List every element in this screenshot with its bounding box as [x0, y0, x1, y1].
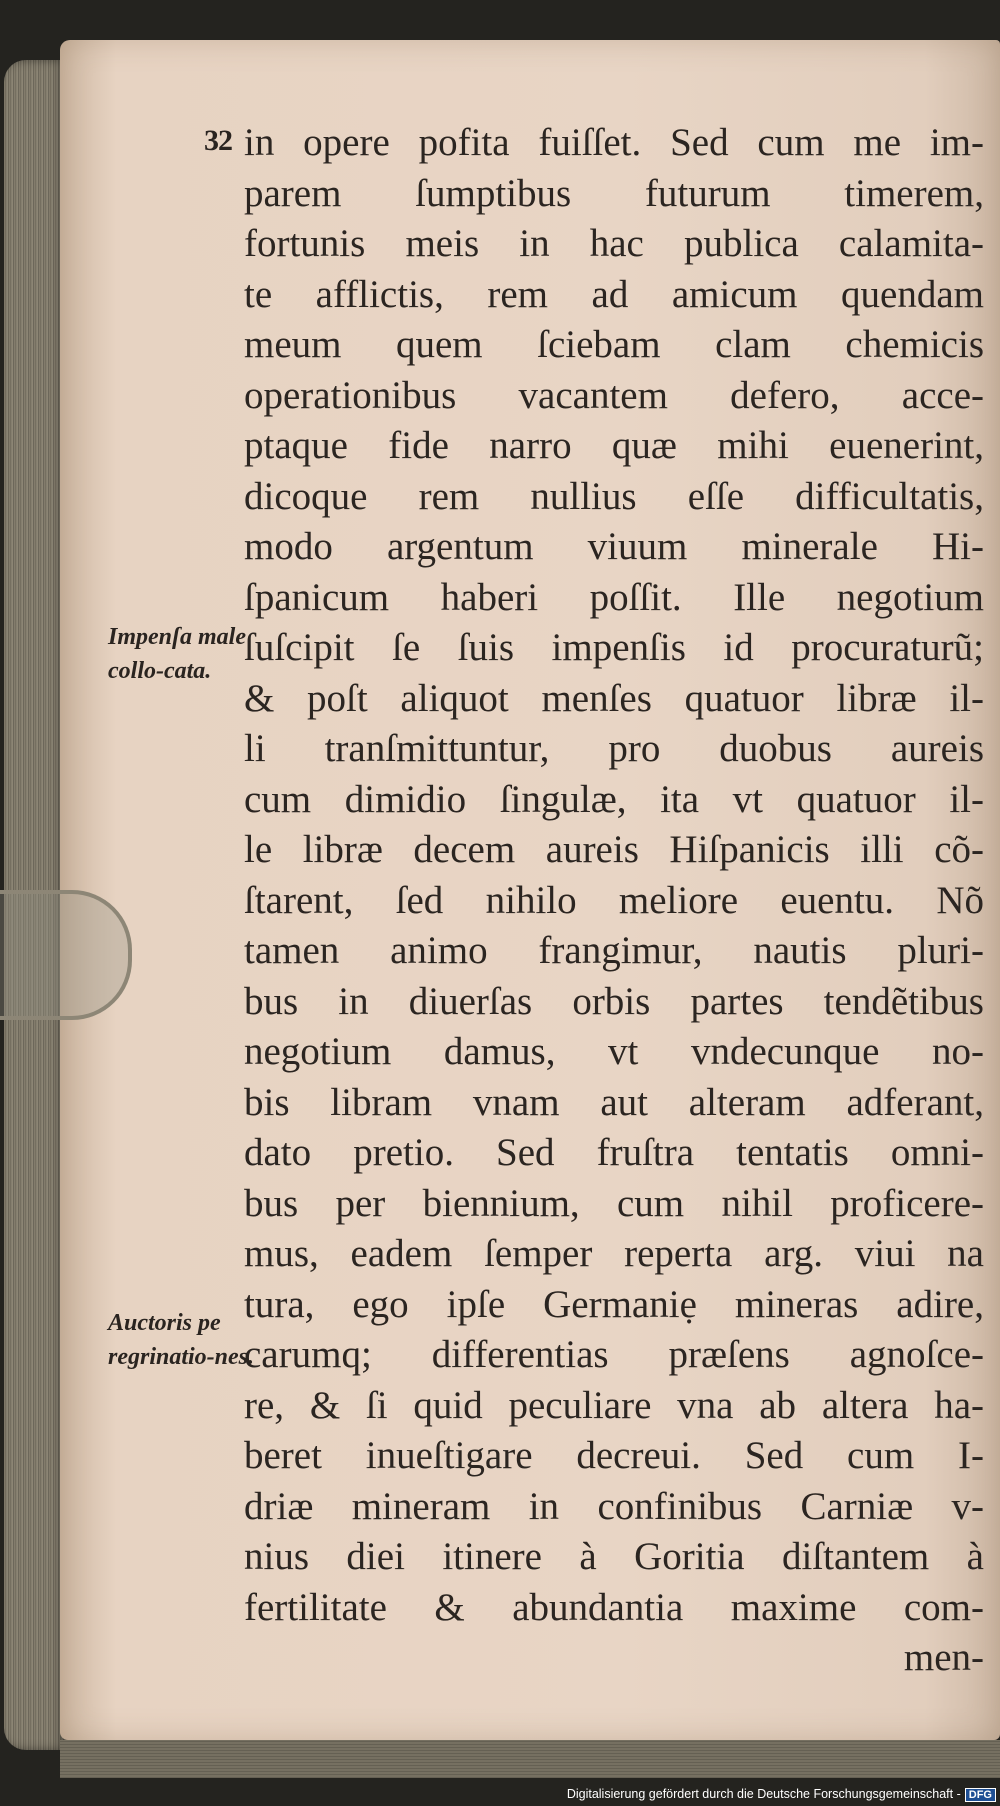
text-line: in opere pofita fuiſſet. Sed cum me im-	[244, 121, 984, 164]
text-line: meum quem ſciebam clam chemicis	[244, 323, 984, 366]
text-line: ſuſcipit ſe ſuis impenſis id procuraturũ;	[244, 626, 984, 669]
text-line: tamen animo frangimur, nautis pluri-	[244, 929, 984, 972]
text-line: bus in diuerſas orbis partes tendẽtibus	[244, 979, 984, 1023]
text-line: bis libram vnam aut alteram adferant,	[244, 1080, 984, 1124]
text-line: fortunis meis in hac publica calamita-	[244, 222, 984, 265]
text-line: cum dimidio ſingulæ, ita vt quatuor il-	[244, 777, 984, 821]
text-line: dicoque rem nullius eſſe difficultatis,	[244, 474, 984, 518]
text-line: li tranſmittuntur, pro duobus aureis	[244, 727, 984, 770]
dfg-logo: DFG	[965, 1788, 996, 1802]
text-line: te afflictis, rem ad amicum quendam	[244, 272, 984, 316]
margin-note-1: Impenſa male collo-cata.	[108, 624, 246, 684]
text-line: le libræ decem aureis Hiſpanicis illi cõ-	[244, 828, 984, 871]
text-line: operationibus vacantem defero, acce-	[244, 373, 984, 417]
text-line: modo argentum viuum minerale Hi-	[244, 525, 984, 568]
text-line: mus, eadem ſemper reperta arg. viui na	[244, 1232, 984, 1275]
bookmark-tab	[0, 890, 132, 1020]
text-line: nius diei itinere à Goritia diſtantem à	[244, 1535, 984, 1578]
text-line: dato pretio. Sed fruſtra tentatis omni-	[244, 1131, 984, 1174]
credit-text: Digitalisierung gefördert durch die Deutsche Forschungsgemeinschaft -	[566, 1787, 961, 1801]
text-line: beret inueſtigare decreui. Sed cum I-	[244, 1434, 984, 1477]
text-line: ſpanicum haberi poſſit. Ille negotium	[244, 575, 984, 619]
text-line: fertilitate & abundantia maxime com-	[244, 1585, 984, 1629]
text-line: negotium damus, vt vndecunque no-	[244, 1030, 984, 1073]
text-line: re, & ſi quid peculiare vna ab altera ha-	[244, 1383, 984, 1427]
book-bottom-edge	[60, 1740, 1000, 1778]
margin-note-2: Auctoris pe regrinatio-nes.	[108, 1310, 255, 1370]
text-line: ptaque fide narro quæ mihi euenerint,	[244, 424, 984, 467]
text-line: ſtarent, ſed nihilo meliore euentu. Nõ	[244, 878, 984, 922]
text-line: bus per biennium, cum nihil proficere-	[244, 1181, 984, 1225]
page-number: 32	[204, 124, 232, 157]
page-text	[244, 118, 984, 1684]
text-line: driæ mineram in confinibus Carniæ v-	[244, 1484, 984, 1528]
digitization-credit	[567, 1787, 996, 1802]
text-line: & poſt aliquot menſes quatuor libræ il-	[244, 676, 984, 720]
text-line: parem ſumptibus futurum timerem,	[244, 171, 984, 215]
catchword: men-	[903, 1636, 984, 1679]
text-line: tura, ego ipſe Germaniẹ mineras adire,	[244, 1282, 984, 1326]
text-line: carumq; differentias præſens agnoſce-	[244, 1333, 984, 1376]
